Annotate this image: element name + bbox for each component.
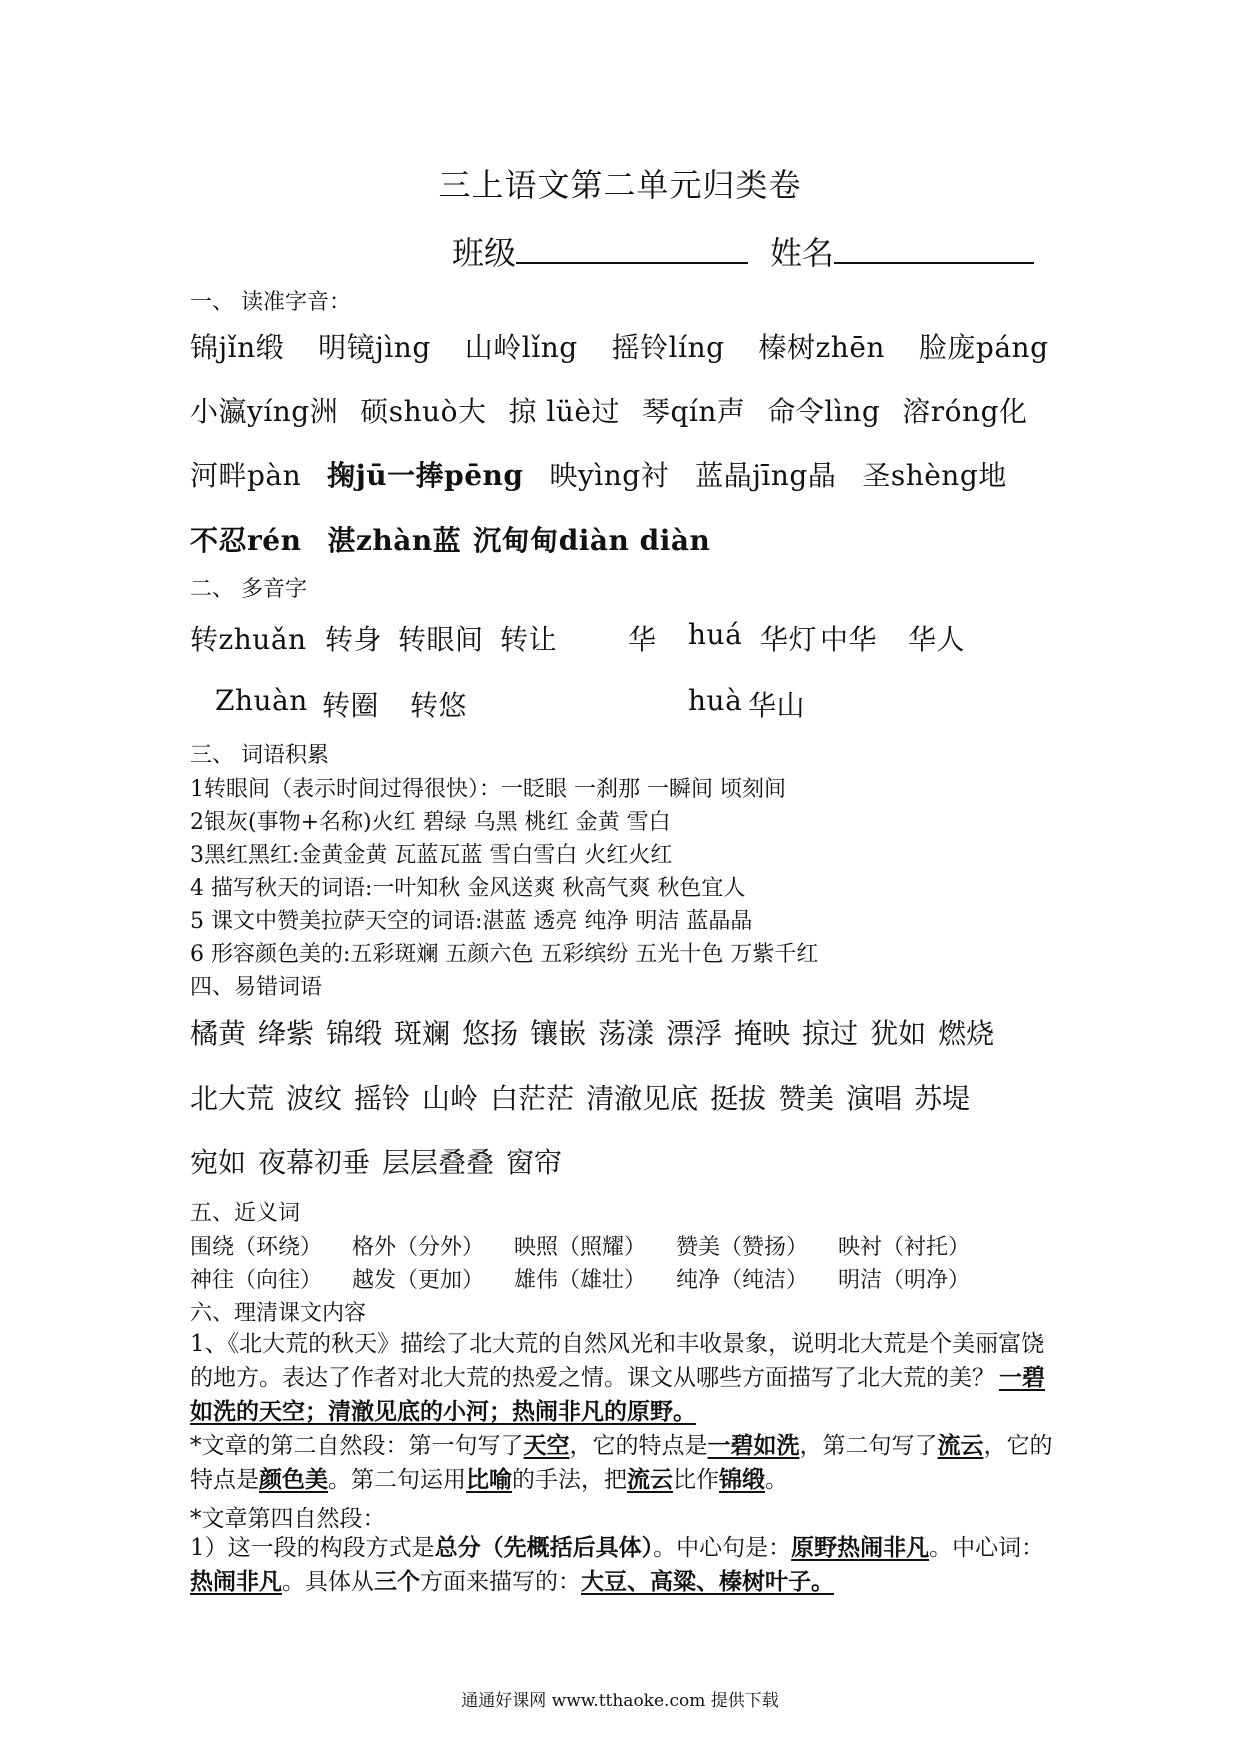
word-item: 波纹	[286, 1082, 343, 1115]
pinyin-item: 河畔pàn	[190, 459, 302, 492]
word-item: 掩映	[734, 1017, 791, 1050]
vocab-line: 4 描写秋天的词语:一叶知秋 金风送爽 秋高气爽 秋色宜人	[190, 876, 746, 901]
word-item: 山岭	[422, 1082, 479, 1115]
text: 。	[765, 1467, 788, 1493]
answer-blank: 天空	[523, 1432, 570, 1459]
polyphone-pinyin: Zhuàn	[215, 684, 308, 717]
paragraph-1-answer: 一碧如洗的天空；清澈见底的小河；热闹非凡的原野。	[190, 1364, 1045, 1425]
vocab-line: 5 课文中赞美拉萨天空的词语:湛蓝 透亮 纯净 明洁 蓝晶晶	[190, 909, 753, 934]
pinyin-item: 摇铃líng	[611, 331, 725, 364]
pinyin-item: 琴qín声	[642, 395, 746, 428]
student-info-line	[452, 228, 1034, 274]
synonym-pair: 越发（更加）	[352, 1268, 485, 1293]
polyphone-item: 转zhuǎn	[190, 623, 307, 656]
word-item: 宛如	[190, 1146, 247, 1179]
answer-blank: 比喻	[466, 1466, 512, 1493]
word-item: 犹如	[870, 1017, 927, 1050]
pinyin-item: 命令lìng	[767, 395, 881, 428]
pinyin-row-1	[190, 326, 1049, 366]
word-item: 漂浮	[666, 1017, 723, 1050]
text: 。中心词：	[929, 1535, 1045, 1561]
pinyin-item: 沉甸甸diàn diàn	[473, 524, 711, 557]
polyphone-word: 转悠	[410, 689, 468, 722]
section-2-heading: 二、 多音字	[190, 577, 307, 602]
pinyin-item: 掠 lüè过	[508, 395, 620, 428]
polyphone-char: 华	[628, 623, 657, 656]
vocab-line: 3黑红黑红:金黄金黄 瓦蓝瓦蓝 雪白雪白 火红火红	[190, 843, 673, 868]
pinyin-item: 榛树zhēn	[758, 331, 885, 364]
pinyin-item: 锦jǐn缎	[190, 331, 285, 364]
word-item: 镶嵌	[530, 1017, 587, 1050]
section-5-heading: 五、近义词	[190, 1201, 301, 1226]
pinyin-item: 圣shèng地	[862, 459, 1007, 492]
synonym-pair: 赞美（赞扬）	[676, 1235, 809, 1260]
error-words-row-1	[190, 1012, 994, 1052]
text: 方面来描写的：	[420, 1569, 581, 1595]
word-item: 荡漾	[598, 1017, 655, 1050]
word-item: 演唱	[846, 1082, 903, 1115]
word-item: 挺拔	[710, 1082, 767, 1115]
synonym-pair: 映照（照耀）	[514, 1235, 647, 1260]
text: 。具体从	[282, 1569, 374, 1595]
pinyin-item: 明镜jìng	[318, 331, 431, 364]
class-label: 班级	[452, 234, 517, 272]
answer-blank: 热闹非凡	[190, 1568, 282, 1595]
paragraph-1-text: 1、《北大荒的秋天》描绘了北大荒的自然风光和丰收景象，说明北大荒是个美丽富饶的地方。表达了作者对北大荒的热爱之情。课文从哪些方面描写了北大荒的美？	[190, 1331, 1045, 1391]
text: ，第二句写了	[799, 1433, 938, 1459]
answer-blank: 大豆、高粱、榛树叶子。	[581, 1568, 834, 1595]
pinyin-item: 小瀛yíng洲	[190, 395, 339, 428]
vocab-line: 1转眼间（表示时间过得很快）：一眨眼 一刹那 一瞬间 顷刻间	[190, 777, 786, 802]
polyphone-word: 华人	[908, 623, 966, 656]
word-item: 绛紫	[258, 1017, 315, 1050]
polyphone-row-1	[190, 618, 307, 658]
synonym-row-1	[190, 1230, 1000, 1261]
text: 比作	[673, 1467, 719, 1493]
word-item: 赞美	[778, 1082, 835, 1115]
pinyin-item: 溶róng化	[902, 395, 1028, 428]
polyphone-pinyin: huà	[688, 684, 743, 717]
word-item: 夜幕初垂	[258, 1146, 371, 1179]
text: 。中心句是：	[653, 1535, 792, 1561]
paragraph-4	[190, 1531, 1065, 1599]
footer-text: 通通好课网 www.tthaoke.com 提供下载	[461, 1691, 779, 1711]
pinyin-item: 山岭lǐng	[464, 331, 578, 364]
word-item: 北大荒	[190, 1082, 275, 1115]
synonym-pair: 明洁（明净）	[838, 1268, 971, 1293]
word-item: 橘黄	[190, 1017, 247, 1050]
polyphone-word: 中华	[820, 623, 878, 656]
synonym-pair: 格外（分外）	[352, 1235, 485, 1260]
pinyin-item: 蓝晶jīng晶	[695, 459, 837, 492]
name-blank[interactable]	[834, 232, 1034, 264]
polyphone-word: 华山	[748, 689, 806, 722]
emphasis: 三个	[374, 1568, 420, 1595]
word-item: 锦缎	[326, 1017, 383, 1050]
section-4-heading: 四、易错词语	[190, 975, 323, 1000]
pinyin-item: 湛zhàn蓝	[327, 524, 462, 557]
pinyin-item: 脸庞páng	[918, 331, 1049, 364]
polyphone-word: 转身	[325, 623, 383, 656]
text: 的手法，把	[512, 1467, 627, 1493]
polyphone-word: 转眼间	[398, 623, 484, 656]
answer-blank: 颜色美	[259, 1466, 328, 1493]
text: ，它的特点是	[569, 1433, 708, 1459]
word-item: 苏堤	[914, 1082, 971, 1115]
answer-blank: 流云	[627, 1466, 673, 1493]
pinyin-item: 映yìng衬	[549, 459, 670, 492]
section-6-heading: 六、理清课文内容	[190, 1301, 367, 1326]
synonym-pair: 神往（向往）	[190, 1268, 323, 1293]
text: *文章的第二自然段：第一句写了	[190, 1433, 524, 1459]
polyphone-word: 转圈	[322, 689, 380, 722]
synonym-row-2	[190, 1263, 1000, 1294]
synonym-pair: 围绕（环绕）	[190, 1235, 323, 1260]
pinyin-item: 掬jū一捧pēng	[327, 459, 524, 492]
word-item: 层层叠叠	[382, 1146, 495, 1179]
polyphone-word: 华灯	[760, 623, 818, 656]
text: ，它的特点是	[190, 1433, 1053, 1493]
word-item: 燃烧	[938, 1017, 995, 1050]
paragraph-3: *文章第四自然段：	[190, 1506, 386, 1532]
error-words-row-3	[190, 1141, 562, 1181]
answer-blank: 一碧如洗	[707, 1432, 800, 1459]
synonym-pair: 映衬（衬托）	[838, 1235, 971, 1260]
polyphone-word: 转让	[500, 623, 558, 656]
pinyin-item: 硕shuò大	[360, 395, 487, 428]
word-item: 清澈见底	[586, 1082, 699, 1115]
pinyin-row-3	[190, 454, 1007, 494]
word-item: 掠过	[802, 1017, 859, 1050]
word-item: 悠扬	[462, 1017, 519, 1050]
word-item: 摇铃	[354, 1082, 411, 1115]
answer-blank: 流云	[937, 1432, 984, 1459]
class-blank[interactable]	[516, 232, 748, 264]
word-item: 窗帘	[506, 1146, 563, 1179]
section-3-heading: 三、 词语积累	[190, 743, 329, 768]
vocab-line: 6 形容颜色美的:五彩斑斓 五颜六色 五彩缤纷 五光十色 万紫千红	[190, 942, 819, 967]
vocab-line: 2银灰(事物+名称)火红 碧绿 乌黑 桃红 金黄 雪白	[190, 810, 671, 835]
word-item: 斑斓	[394, 1017, 451, 1050]
synonym-pair: 纯净（纯洁）	[676, 1268, 809, 1293]
pinyin-item: 不忍rén	[190, 524, 302, 557]
answer-blank: 原野热闹非凡	[791, 1534, 930, 1561]
error-words-row-2	[190, 1077, 970, 1117]
section-1-heading: 一、 读准字音：	[190, 290, 351, 315]
text: 。第二句运用	[328, 1467, 466, 1493]
pinyin-row-4	[190, 519, 710, 559]
paragraph-2	[190, 1429, 1065, 1497]
polyphone-pinyin: huá	[688, 618, 743, 651]
paragraph-1	[190, 1327, 1065, 1429]
pinyin-row-2	[190, 390, 1028, 430]
synonym-pair: 雄伟（雄壮）	[514, 1268, 647, 1293]
word-item: 白茫茫	[490, 1082, 575, 1115]
answer-blank: 锦缎	[719, 1466, 765, 1493]
page-title: 三上语文第二单元归类卷	[438, 166, 802, 204]
text: 1）这一段的构段方式是	[190, 1535, 435, 1561]
emphasis: 总分（先概括后具体）	[434, 1534, 654, 1561]
name-label: 姓名	[770, 234, 835, 272]
